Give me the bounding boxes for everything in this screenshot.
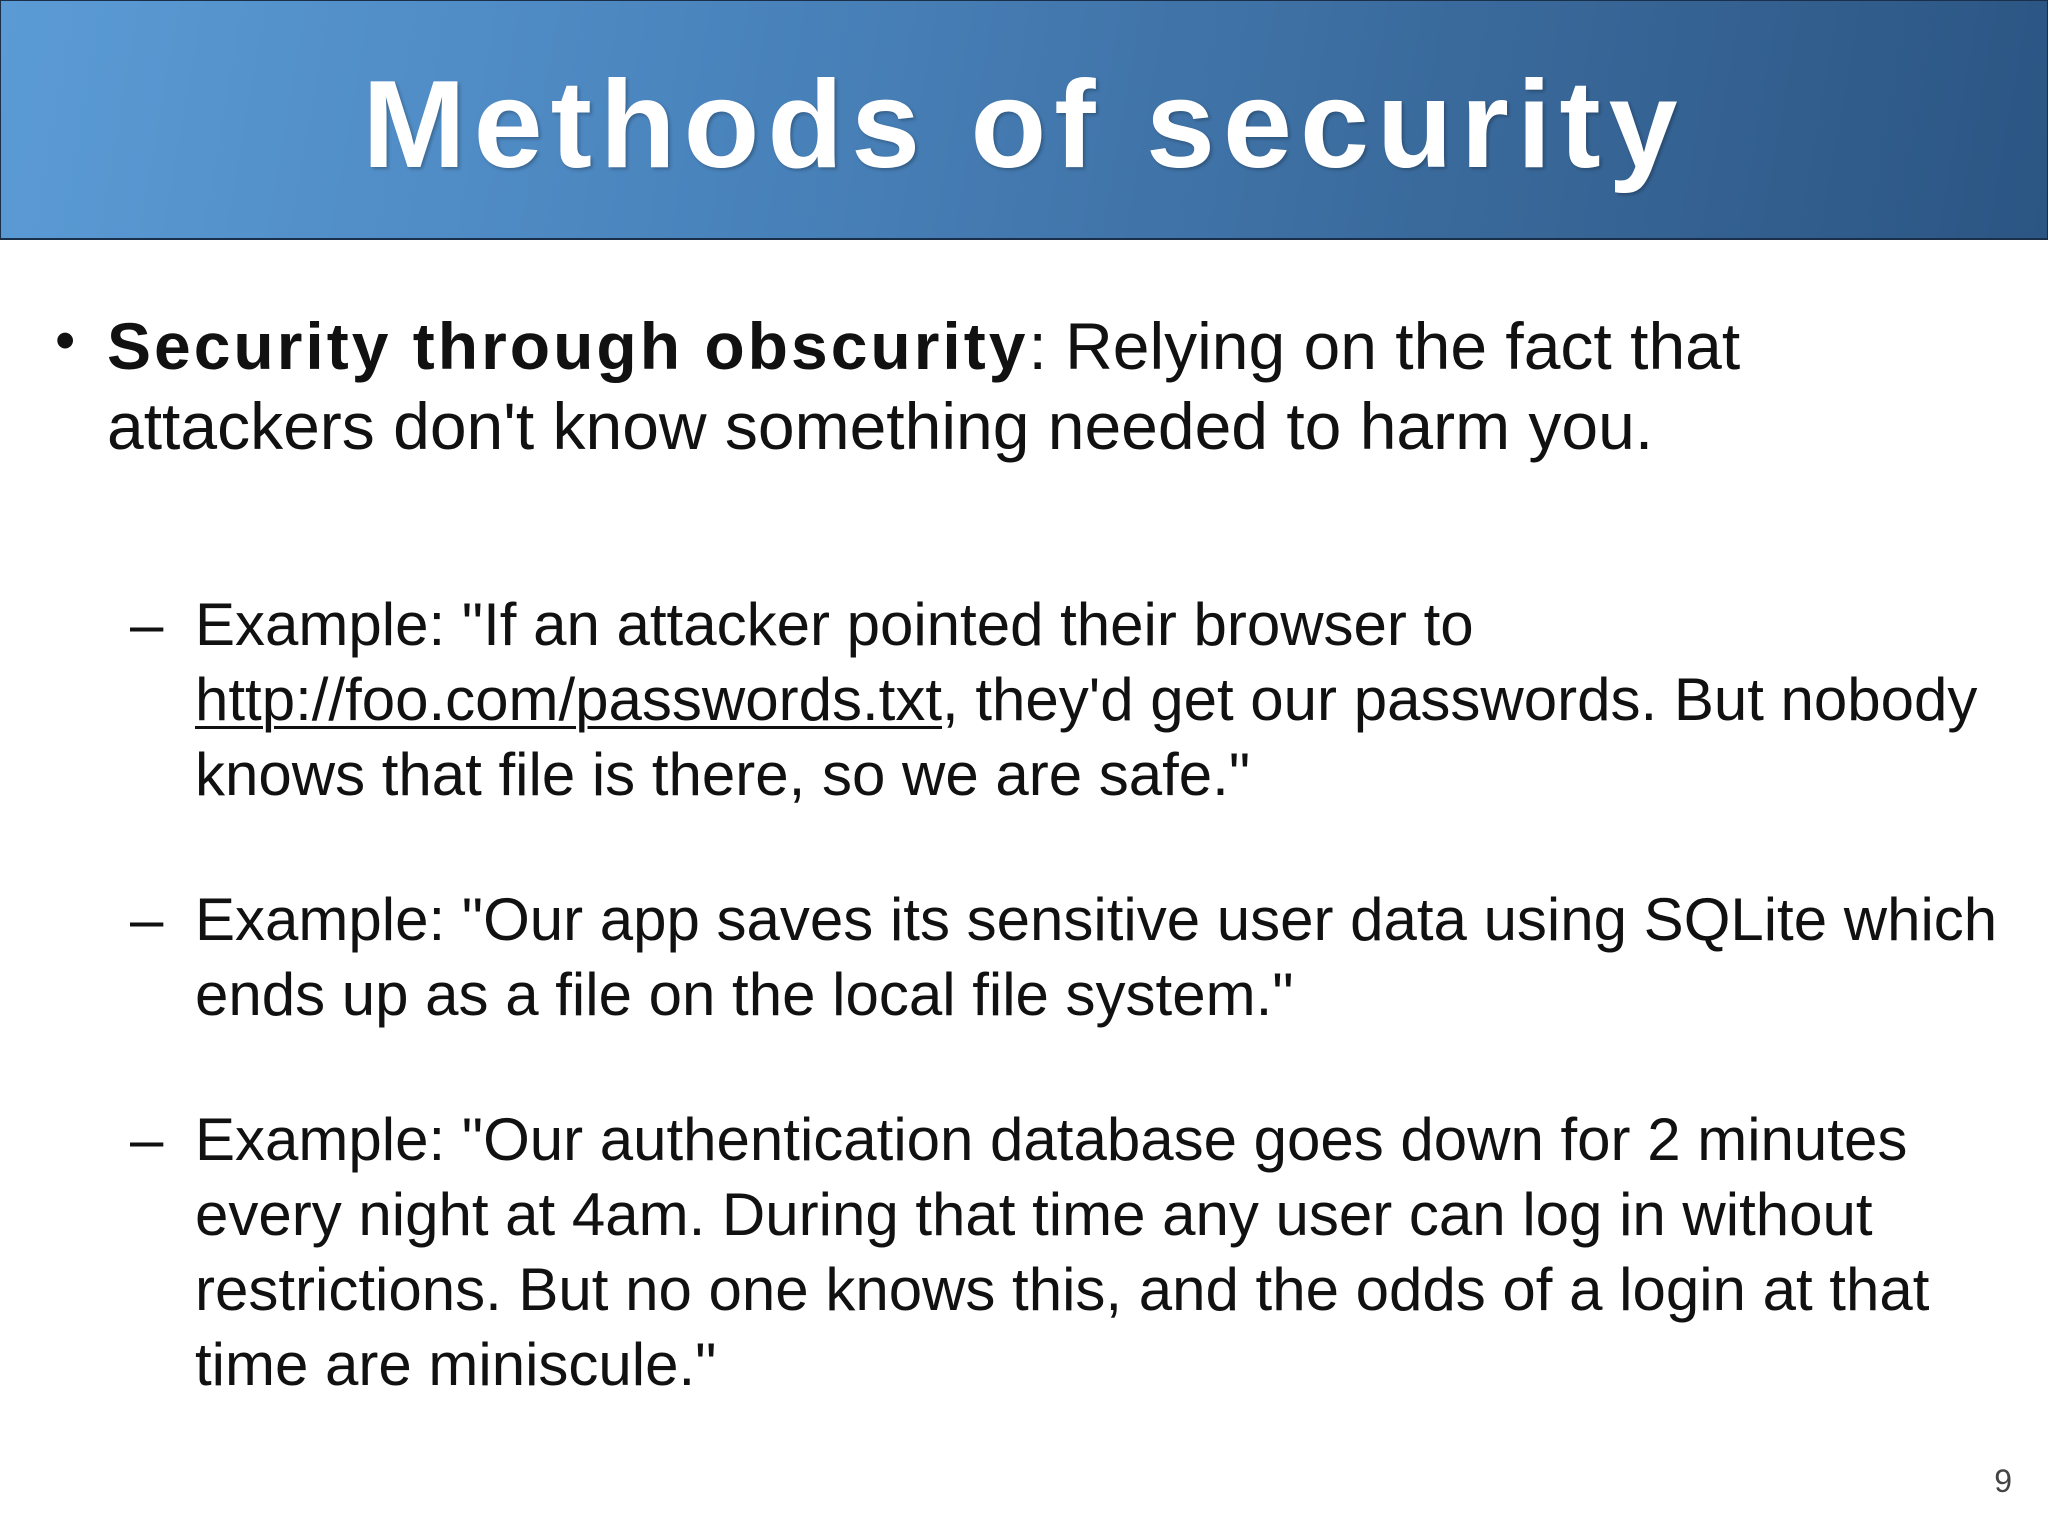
sub-item-dash: – (130, 1106, 164, 1173)
sub-item-text (195, 587, 2025, 812)
bullet-marker: • (55, 308, 76, 373)
example-prefix: Example: "If an attacker pointed their browser to (195, 591, 1474, 658)
example-suffix: , they'd get our passwords. But nobody knows that file is there, so we are safe." (195, 666, 1978, 808)
sub-item-text: Example: "Our authentication database goes down for 2 minutes every night at 4am. During that time any user can log in without restrictions. But no one knows this, and the odds of a login at that time are miniscule." (195, 1106, 1930, 1398)
bullet-item (107, 306, 1987, 466)
passwords-link[interactable]: http://foo.com/passwords.txt (195, 666, 942, 733)
sub-item-dash: – (130, 886, 164, 953)
page-number: 9 (1994, 1463, 2012, 1499)
sub-item-text: Example: "Our app saves its sensitive user data using SQLite which ends up as a file on the local file system." (195, 886, 1998, 1028)
bullet-term: Security through obscurity (107, 309, 1029, 383)
sub-item-dash: – (130, 591, 164, 658)
bullet-definition: : Relying on the fact that attackers don't know something needed to harm you. (107, 309, 1741, 463)
slide-title: Methods of security (362, 55, 1686, 194)
